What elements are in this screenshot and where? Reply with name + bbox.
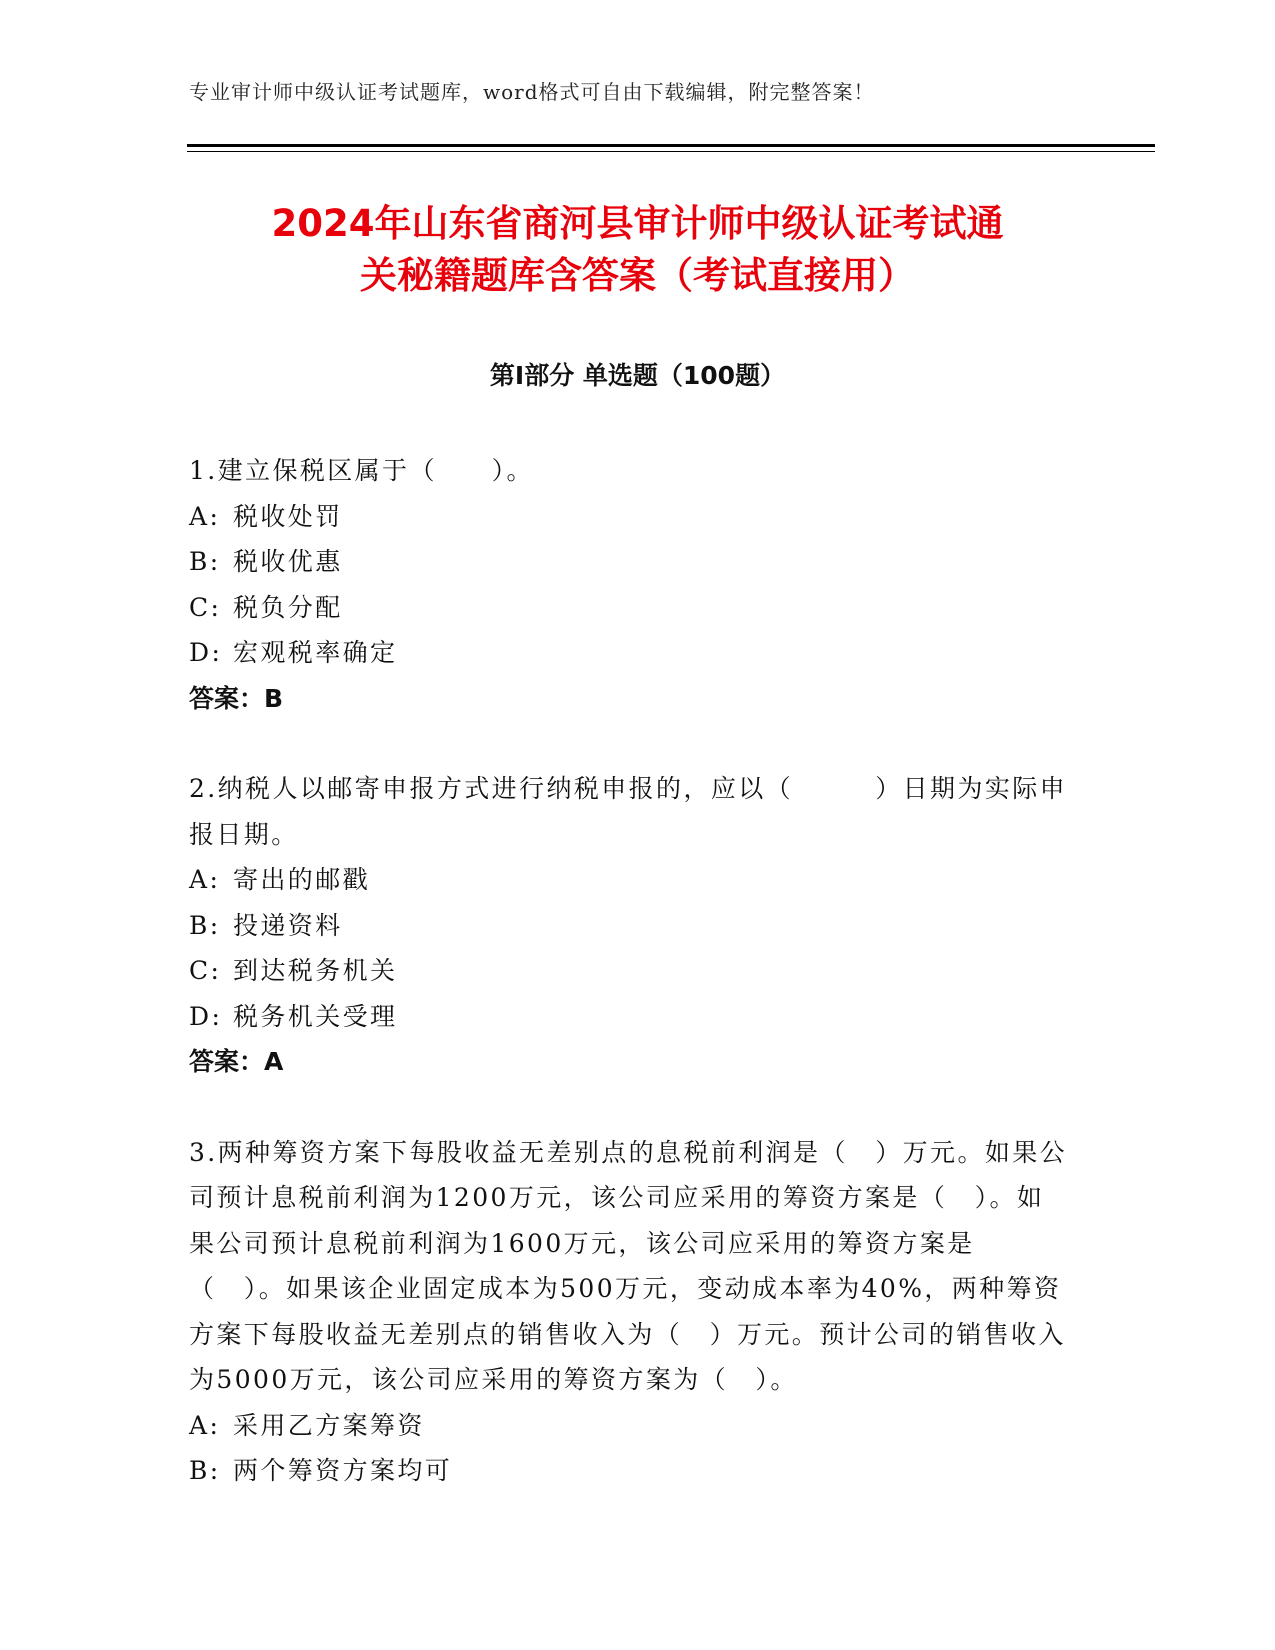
option-text: 寄出的邮戳 [233, 865, 371, 894]
option-text: 税务机关受理 [233, 1001, 398, 1031]
option-letter: A: [189, 501, 221, 531]
question-3 [189, 1130, 1069, 1494]
option-letter: B: [189, 910, 221, 940]
question-stem: 1.建立保税区属于（ ）。 [189, 456, 534, 485]
option-text: 税收处罚 [233, 501, 343, 531]
option-d [189, 630, 1069, 676]
title-line-1: 2024年山东省商河县审计师中级认证考试通 [271, 202, 1004, 245]
option-c [189, 585, 1069, 631]
header-rule-thick [187, 144, 1155, 147]
option-b [189, 539, 1069, 585]
header-rule-thin [187, 151, 1155, 152]
title-line-2: 关秘籍题库含答案（考试直接用） [360, 254, 915, 297]
question-1 [189, 448, 1069, 721]
option-letter: C: [189, 592, 222, 622]
option-letter: B: [189, 1456, 221, 1485]
option-a [189, 857, 1069, 903]
option-a [189, 1403, 1069, 1449]
answer-line: 答案：B [189, 683, 284, 713]
option-a [189, 494, 1069, 540]
question-2 [189, 766, 1069, 1085]
document-title [160, 198, 1115, 302]
question-list [189, 448, 1069, 1539]
option-text: 宏观税率确定 [233, 638, 398, 667]
question-stem: 2.纳税人以邮寄申报方式进行纳税申报的，应以（ ）日期为实际申报日期。 [189, 774, 1068, 849]
option-letter: D: [189, 638, 223, 667]
option-letter: A: [189, 865, 221, 894]
option-letter: A: [189, 1410, 221, 1440]
section-title: 第Ⅰ部分 单选题（100题） [489, 361, 786, 390]
answer-line: 答案：A [189, 1047, 284, 1076]
option-text: 到达税务机关 [233, 956, 398, 985]
option-letter: B: [189, 547, 221, 576]
option-b [189, 1448, 1069, 1494]
header-note: 专业审计师中级认证考试题库，word格式可自由下载编辑，附完整答案！ [189, 80, 875, 104]
option-letter: C: [189, 956, 222, 985]
option-c [189, 948, 1069, 994]
option-text: 两个筹资方案均可 [233, 1456, 453, 1485]
option-text: 税收优惠 [233, 547, 343, 576]
option-b [189, 903, 1069, 949]
option-text: 投递资料 [233, 910, 343, 940]
option-d [189, 994, 1069, 1040]
option-text: 采用乙方案筹资 [233, 1410, 425, 1440]
question-stem: 3.两种筹资方案下每股收益无差别点的息税前利润是（ ）万元。如果公司预计息税前利润为1200万元，该公司应采用的筹资方案是（ ）。如果公司预计息税前利润为1600万元，该公司应采用的筹资方案是（ ）。如果该企业固定成本为500万元，变动成本率为40%，两种筹资方案下每股收益无差别点的销售收入为（ ）万元。预计公司的销售收入为5000万元，该公司应采用的筹资方案为（ ）。 [189, 1137, 1068, 1394]
option-text: 税负分配 [233, 592, 343, 622]
option-letter: D: [189, 1001, 223, 1031]
